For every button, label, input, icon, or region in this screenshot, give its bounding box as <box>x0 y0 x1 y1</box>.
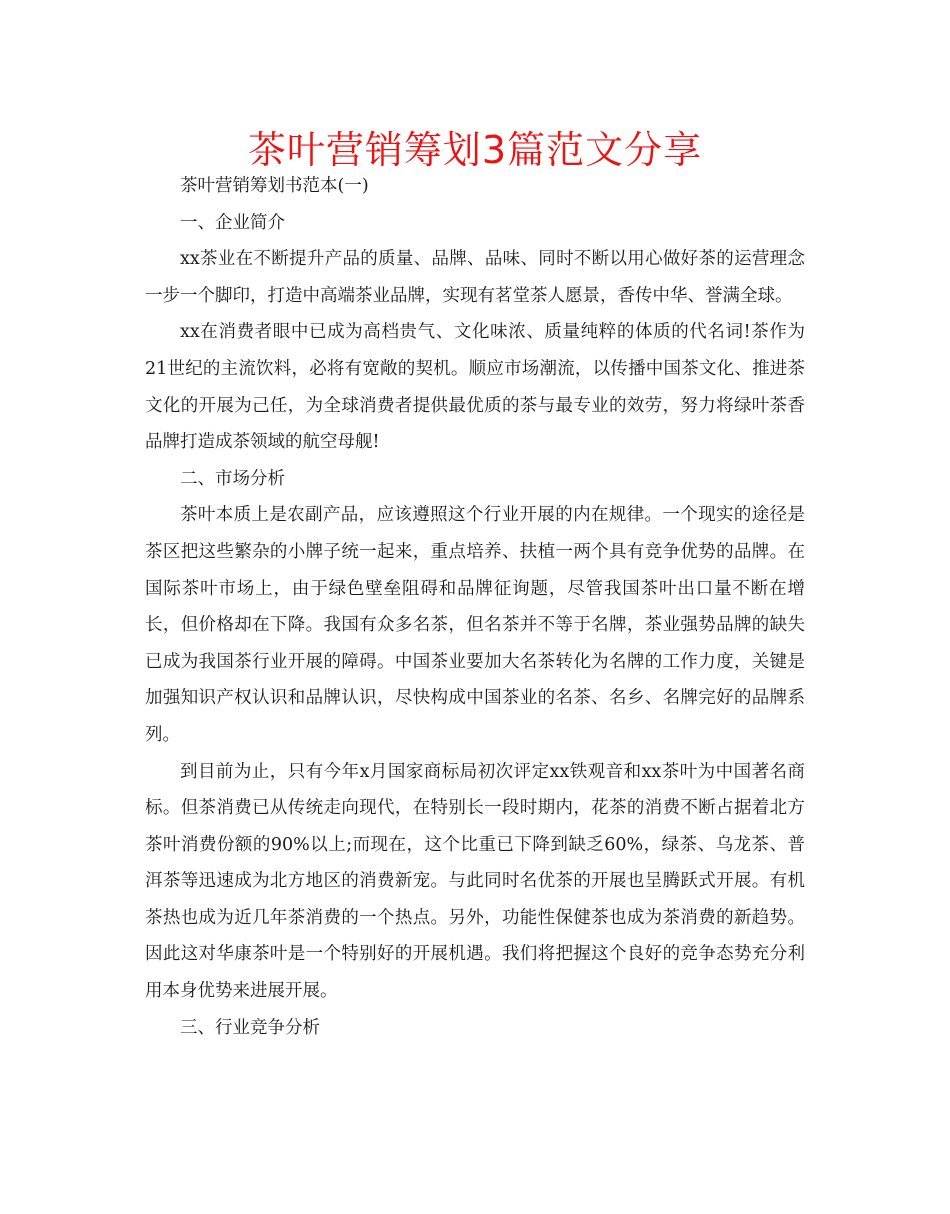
document-body <box>145 168 805 1046</box>
paragraph: 到目前为止，只有今年x月国家商标局初次评定xx铁观音和xx茶叶为中国著名商标。但茶消费已从传统走向现代，在特别长一段时期内，花茶的消费不断占据着北方茶叶消费份额的90%以上;而现在，这个比重已下降到缺乏60%，绿茶、乌龙茶、普洱茶等迅速成为北方地区的消费新宠。与此同时名优茶的开展也呈腾跃式开展。有机茶热也成为近几年茶消费的一个热点。另外，功能性保健茶也成为茶消费的新趋势。因此这对华康茶叶是一个特别好的开展机遇。我们将把握这个良好的竞争态势充分利用本身优势来进展开展。 <box>145 761 805 1002</box>
heading-company-intro: 一、企业简介 <box>180 212 285 233</box>
paragraph: xx在消费者眼中已成为高档贵气、文化味浓、质量纯粹的体质的代名词!茶作为21世纪的主流饮料，必将有宽敞的契机。顺应市场潮流，以传播中国茶文化、推进茶文化的开展为己任，为全球消费者提供最优质的茶与最专业的效劳，努力将绿叶茶香品牌打造成茶领域的航空母舰! <box>145 322 805 453</box>
paragraph: 茶叶本质上是农副产品，应该遵照这个行业开展的内在规律。一个现实的途径是茶区把这些繁杂的小牌子统一起来，重点培养、扶植一两个具有竞争优势的品牌。在国际茶叶市场上，由于绿色壁垒阻碍和品牌征询题，尽管我国茶叶出口量不断在增长，但价格却在下降。我国有众多名茶，但名茶并不等于名牌，茶业强势品牌的缺失已成为我国茶行业开展的障碍。中国茶业要加大名茶转化为名牌的工作力度，关键是加强知识产权认识和品牌认识，尽快构成中国茶业的名茶、名乡、名牌完好的品牌系列。 <box>145 505 805 745</box>
document-title: 茶叶营销筹划3篇范文分享 <box>247 128 703 172</box>
heading-market-analysis: 二、市场分析 <box>180 468 285 489</box>
paragraph: xx茶业在不断提升产品的质量、品牌、品味、同时不断以用心做好茶的运营理念一步一个脚印，打造中高端茶业品牌，实现有茗堂茶人愿景，香传中华、誉满全球。 <box>145 249 805 306</box>
heading-industry-competition: 三、行业竞争分析 <box>180 1017 320 1038</box>
paragraph-subtitle: 茶叶营销筹划书范本(一) <box>180 176 369 196</box>
